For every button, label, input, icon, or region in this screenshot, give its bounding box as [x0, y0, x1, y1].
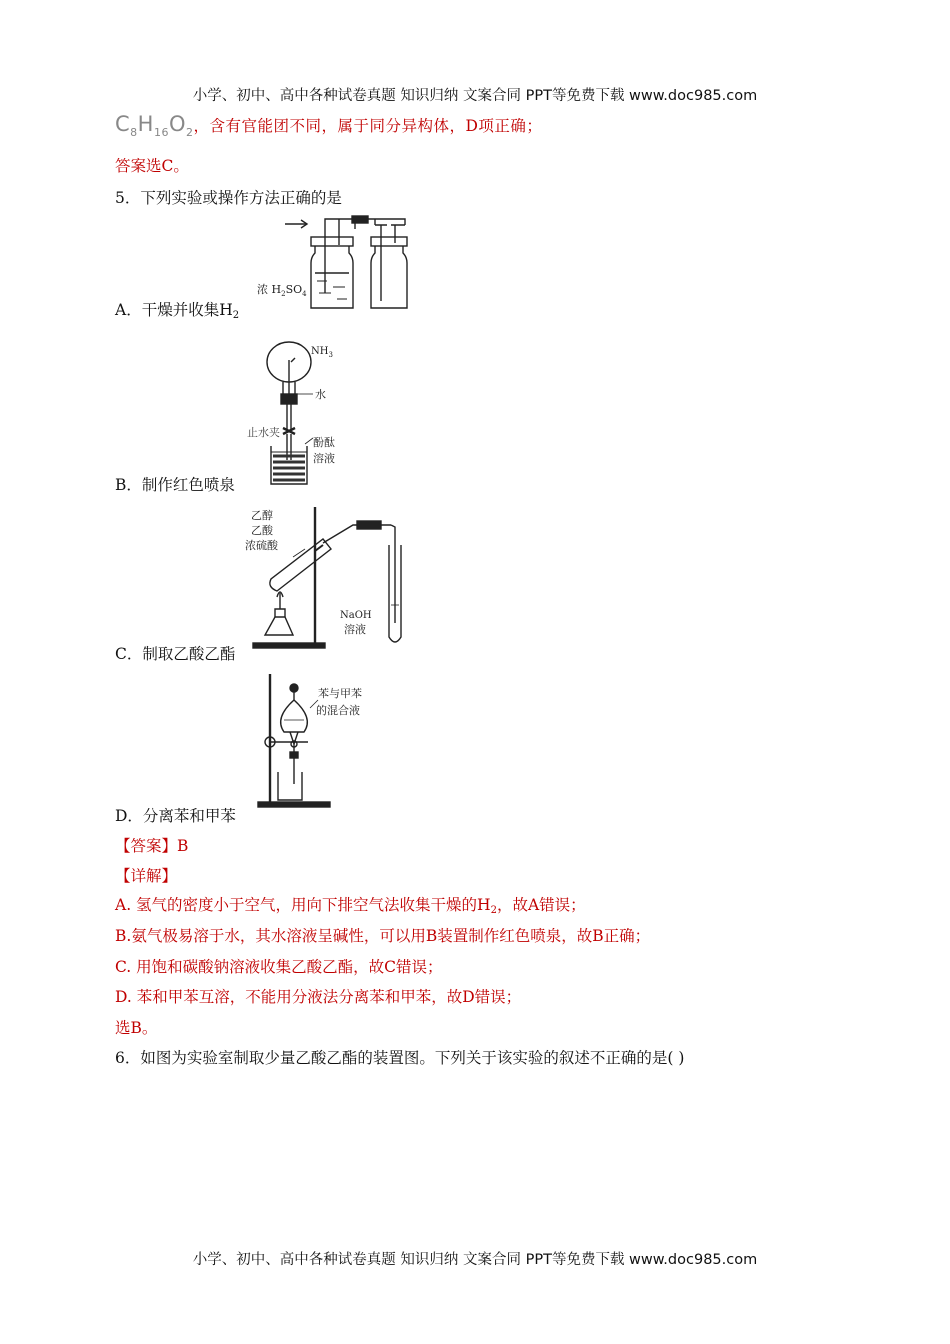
svg-text:NaOH: NaOH — [340, 610, 372, 621]
svg-text:浓 H2SO4: 浓 $H_2SO_4$ — [257, 283, 307, 298]
svg-text:浓硫酸: 浓硫酸 — [245, 539, 278, 552]
svg-text:乙醇: 乙醇 — [251, 509, 273, 522]
q6-stem: 6．如图为实验室制取少量乙酸乙酯的装置图。下列关于该实验的叙述不正确的是( ) — [115, 1049, 685, 1067]
detail-line-b: B.氨气极易溶于水，其水溶液呈碱性，可以用B装置制作红色喷泉，故B正确； — [115, 927, 651, 945]
molecular-formula: $C_8H_{16}O_2$，含有官能团不同，属于同分异构体，D项正确； — [115, 112, 543, 139]
option-b: B．制作红色喷泉 — [115, 476, 235, 494]
svg-text:NH3: $NH_3$ — [311, 346, 333, 359]
final-answer: 选B。 — [115, 1019, 158, 1037]
figure-b-fountain — [245, 338, 355, 488]
figure-a-gas-washing — [255, 215, 415, 313]
page-footer: 小学、初中、高中各种试卷真题 知识归纳 文案合同 PPT等免费下载 www.doc985.com — [192, 1252, 758, 1268]
svg-text:的混合液: 的混合液 — [316, 704, 360, 717]
detail-line-a: A. 氢气的密度小于空气，用向下排空气法收集干燥的$H_2$，故A错误； — [115, 896, 586, 916]
option-d: D．分离苯和甲苯 — [115, 807, 236, 825]
option-a: A．干燥并收集$H_2$ — [115, 301, 240, 321]
svg-text:止水夹: 止水夹 — [247, 426, 280, 439]
figure-c-ester — [245, 505, 415, 653]
page-header: 小学、初中、高中各种试卷真题 知识归纳 文案合同 PPT等免费下载 www.doc985.com — [192, 88, 758, 104]
answer-tag: 【答案】B — [115, 837, 189, 855]
option-c: C．制取乙酸乙酯 — [115, 645, 236, 663]
svg-text:溶液: 溶液 — [344, 623, 366, 636]
svg-text:乙酸: 乙酸 — [251, 524, 273, 537]
prev-answer-line: 答案选C。 — [115, 157, 189, 175]
figure-d-separatory — [250, 672, 380, 812]
svg-text:苯与甲苯: 苯与甲苯 — [318, 687, 362, 700]
svg-text:水: 水 — [315, 388, 326, 401]
detail-line-c: C. 用饱和碳酸钠溶液收集乙酸乙酯，故C错误； — [115, 958, 443, 976]
svg-text:酚酞: 酚酞 — [313, 436, 335, 449]
q5-stem: 5．下列实验或操作方法正确的是 — [115, 189, 342, 207]
svg-text:溶液: 溶液 — [313, 452, 335, 465]
detail-line-d: D. 苯和甲苯互溶，不能用分液法分离苯和甲苯，故D错误； — [115, 988, 522, 1006]
detail-tag: 【详解】 — [115, 867, 178, 885]
